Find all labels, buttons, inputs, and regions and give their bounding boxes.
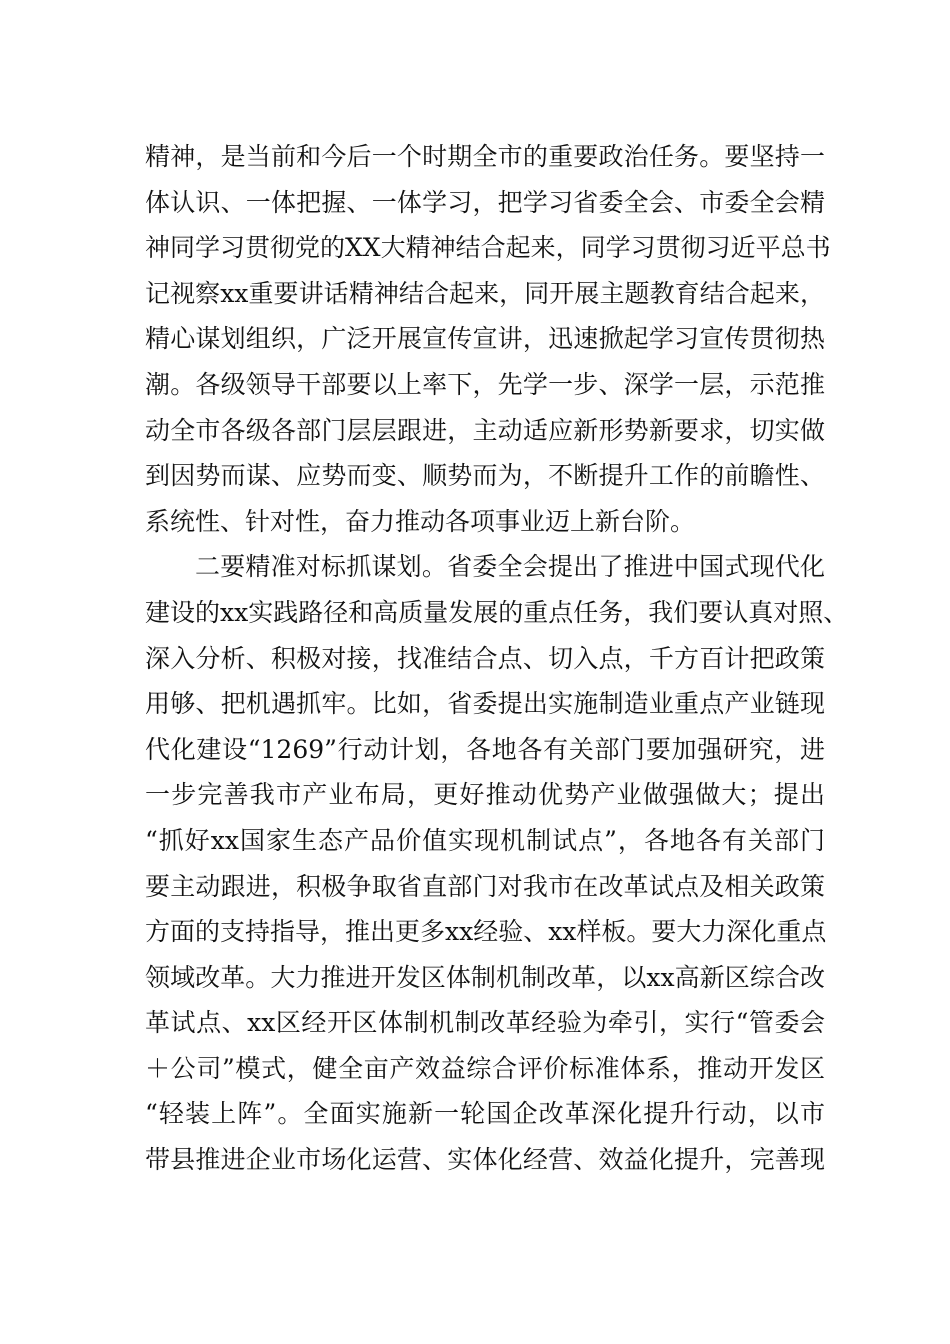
text-line: 二要精准对标抓谋划。省委全会提出了推进中国式现代化 [195, 552, 825, 582]
paragraph-1 [145, 134, 831, 544]
text-line: 用够、把机遇抓牢。比如，省委提出实施制造业重点产业链现 [145, 689, 825, 719]
text-line: 体认识、一体把握、一体学习，把学习省委全会、市委全会精 [145, 187, 825, 217]
paragraph-2 [145, 544, 849, 1182]
text-line: 方面的支持指导，推出更多xx经验、xx样板。要大力深化重点 [145, 917, 827, 947]
text-line: 潮。各级领导干部要以上率下，先学一步、深学一层，示范推 [145, 369, 825, 399]
text-line: 要主动跟进，积极争取省直部门对我市在改革试点及相关政策 [145, 871, 825, 901]
text-line: ＋公司”模式，健全亩产效益综合评价标准体系，推动开发区 [145, 1053, 825, 1083]
text-line: 到因势而谋、应势而变、顺势而为，不断提升工作的前瞻性、 [145, 461, 825, 491]
text-line: 一步完善我市产业布局，更好推动优势产业做强做大；提出 [145, 780, 825, 810]
text-line: 代化建设“1269”行动计划，各地各有关部门要加强研究，进 [145, 734, 825, 764]
text-line: 带县推进企业市场化运营、实体化经营、效益化提升，完善现 [145, 1145, 825, 1175]
text-line: “抓好xx国家生态产品价值实现机制试点”，各地各有关部门 [145, 825, 825, 855]
document-body [145, 134, 849, 1183]
text-line: 建设的xx实践路径和高质量发展的重点任务，我们要认真对照、 [145, 597, 849, 627]
text-line: 神同学习贯彻党的XX大精神结合起来，同学习贯彻习近平总书 [145, 233, 831, 263]
text-line: 深入分析、积极对接，找准结合点、切入点，千方百计把政策 [145, 643, 825, 673]
text-line: “轻装上阵”。全面实施新一轮国企改革深化提升行动，以市 [145, 1099, 825, 1129]
text-line: 动全市各级各部门层层跟进，主动适应新形势新要求，切实做 [145, 415, 825, 445]
text-line: 革试点、xx区经开区体制机制改革经验为牵引，实行“管委会 [145, 1008, 825, 1038]
text-line: 精心谋划组织，广泛开展宣传宣讲，迅速掀起学习宣传贯彻热 [145, 324, 825, 354]
text-line: 精神，是当前和今后一个时期全市的重要政治任务。要坚持一 [145, 142, 825, 171]
text-line: 领域改革。大力推进开发区体制机制改革，以xx高新区综合改 [145, 962, 825, 992]
text-line: 系统性、针对性，奋力推动各项事业迈上新台阶。 [145, 506, 696, 536]
text-line: 记视察xx重要讲话精神结合起来，同开展主题教育结合起来， [145, 278, 825, 308]
